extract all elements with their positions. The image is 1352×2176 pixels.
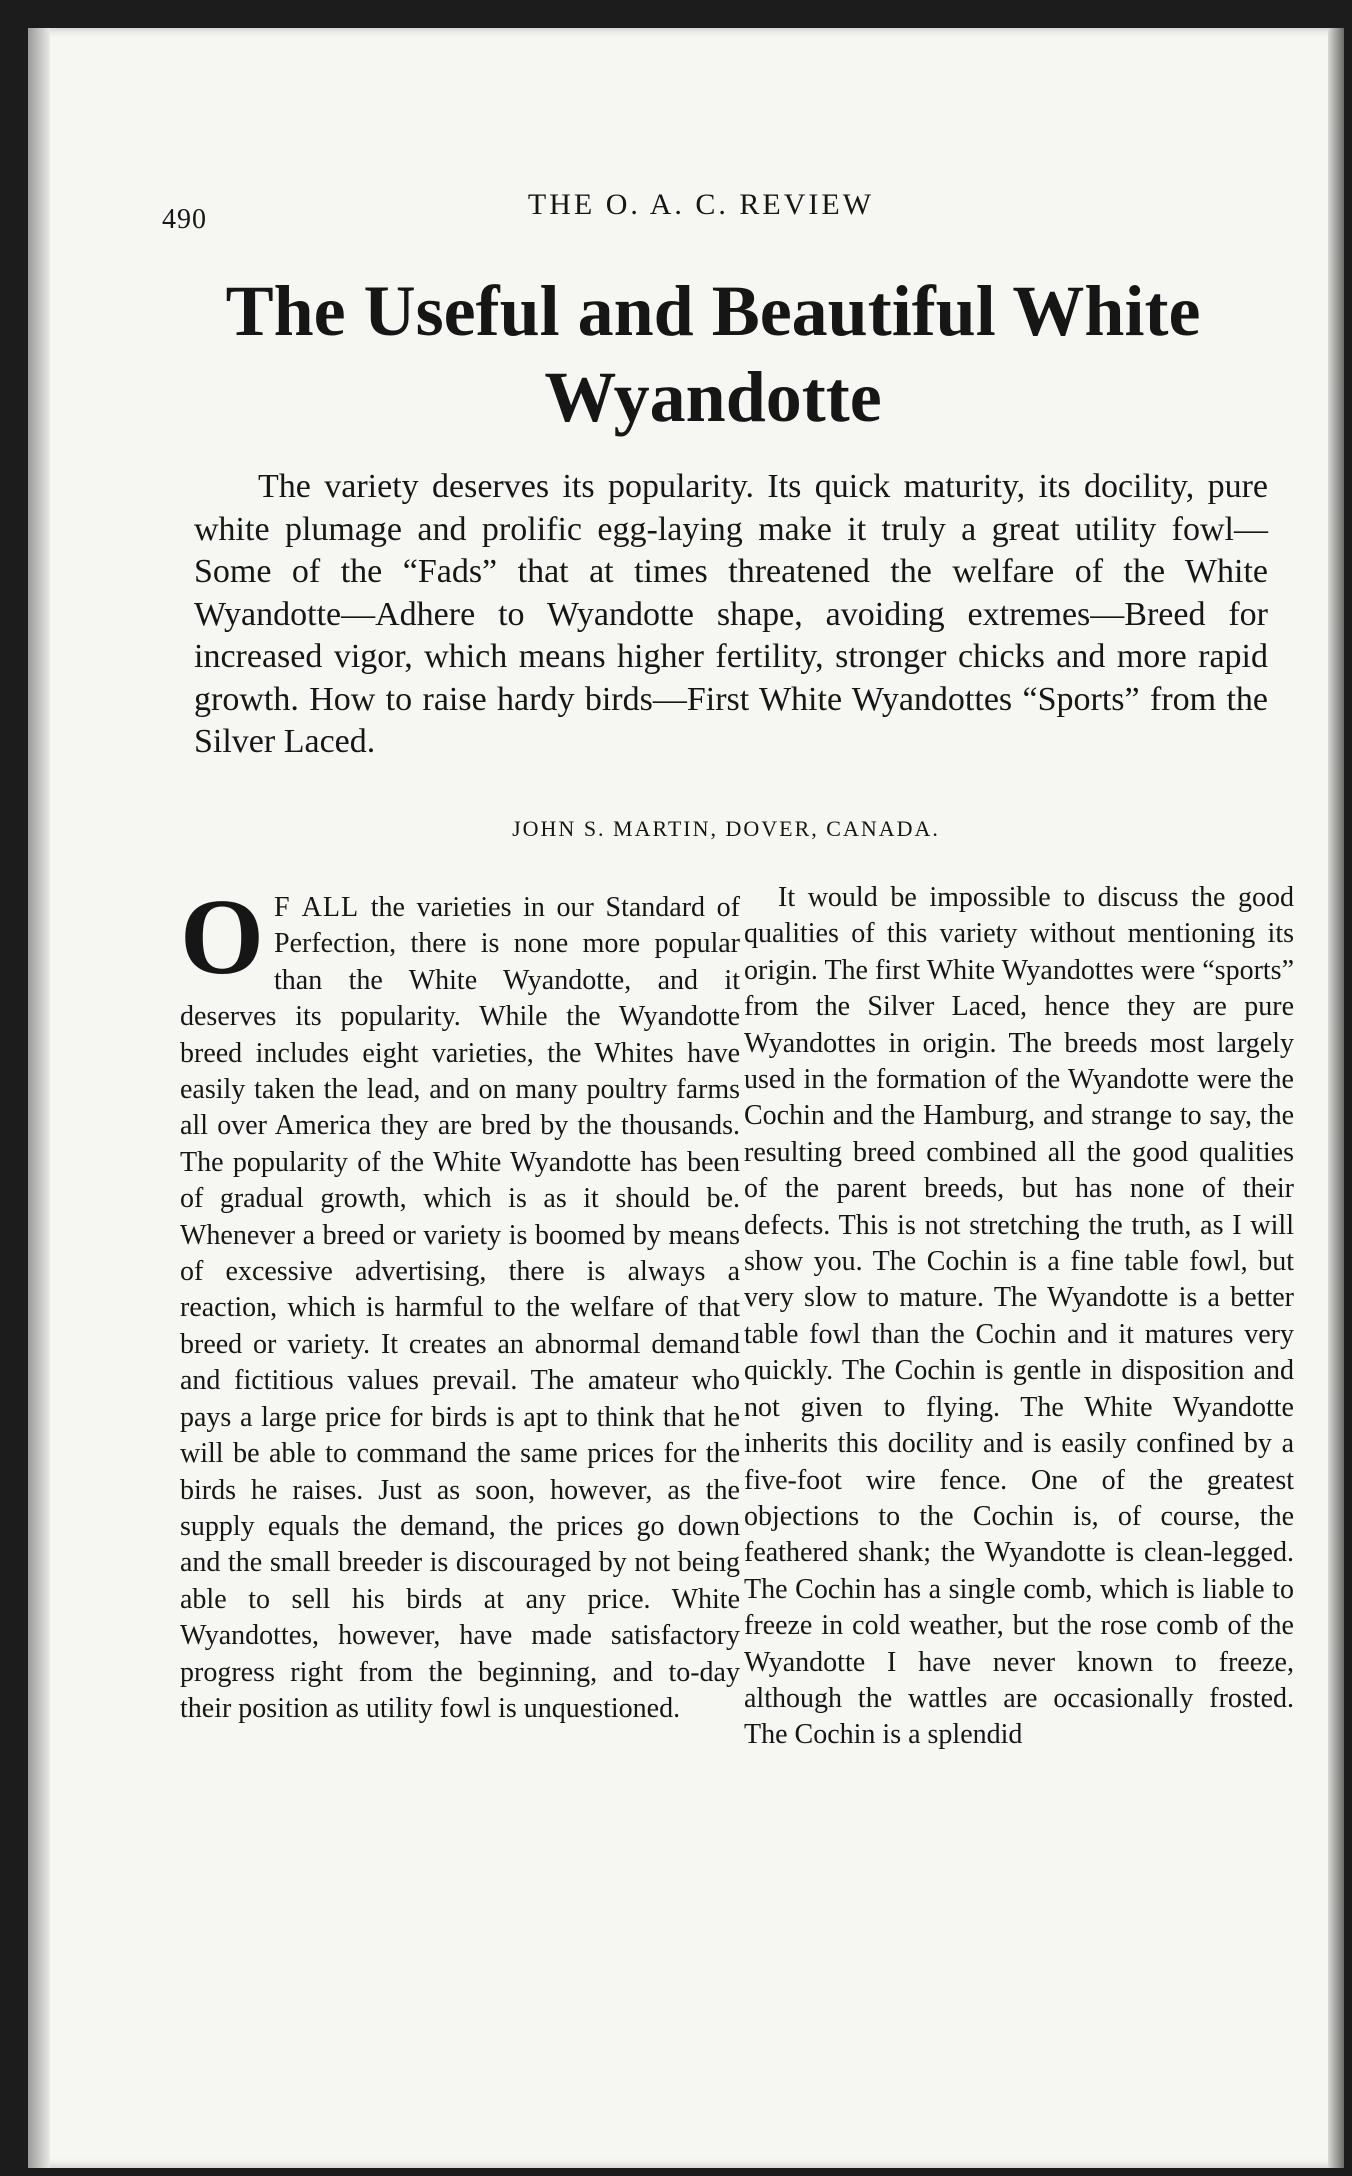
body-column-left	[180, 878, 740, 1727]
article-title: The Useful and Beautiful White Wyandotte	[225, 271, 1201, 437]
journal-page	[28, 28, 1344, 2168]
page-edge-shadow	[1328, 28, 1344, 2168]
opening-words: F ALL	[274, 892, 360, 923]
article-summary: The variety deserves its popularity. Its quick maturity, its docility, pure white plumage and prolific egg-laying make it truly a great utility fowl—Some of the “Fads” that at times threatened the welfare of the White Wyandotte—Adhere to Wyandotte shape, avoiding extremes—Breed for increased vigor, which means higher fertility, stronger chicks and more rapid growth. How to raise hardy birds—First White Wyandottes “Sports” from the Silver Laced.	[194, 468, 1268, 760]
body-column-right: It would be impossible to discuss the good qualities of this variety without mentioning its origin. The first White Wyandottes were “sports” from the Silver Laced, hence they are pure Wyandottes in origin. The breeds most largely used in the formation of the Wyandotte were the Cochin and the Hamburg, and strange to say, the resulting breed combined all the good qualities of the parent breeds, but has none of their defects. This is not stretching the truth, as I will show you. The Cochin is a fine table fowl, but very slow to mature. The Wyandotte is a better table fowl than the Cochin and it matures very quickly. The Cochin is gentle in disposition and not given to flying. The White Wyandotte inherits this docility and is easily confined by a five-foot wire fence. One of the greatest objections to the Cochin is, of course, the feathered shank; the Wyandotte is clean-legged. The Cochin has a single comb, which is liable to freeze in cold weather, but the rose comb of the Wyandotte I have never known to freeze, although the wattles are occasionally frosted. The Cochin is a splendid	[744, 882, 1294, 1751]
running-head: THE O. A. C. REVIEW	[527, 188, 875, 221]
page-number: 490	[162, 204, 207, 235]
author-byline: JOHN S. MARTIN, DOVER, CANADA.	[512, 816, 940, 841]
drop-cap: O	[180, 878, 265, 997]
binding-gutter-shadow	[28, 28, 50, 2168]
body-text-left: the varieties in our Standard of Perfection, there is none more popular than the White Wyandotte, and it deserves its popularity. While the Wyandotte breed includes eight varieties, the Whites have easily taken the lead, and on many poultry farms all over America they are bred by the thousands. The popularity of the White Wyandotte has been of gradual growth, which is as it should be. Whenever a breed or variety is boomed by means of excessive advertising, there is always a reaction, which is harmful to the welfare of that breed or variety. It creates an abnormal demand and fictitious values prevail. The amateur who pays a large price for birds is apt to think that he will be able to command the same prices for the birds he raises. Just as soon, however, as the supply equals the demand, the prices go down and the small breeder is discouraged by not being able to sell his birds at any price. White Wyandottes, however, have made satisfactory progress right from the beginning, and to-day their position as utility fowl is unquestioned.	[180, 892, 740, 1724]
